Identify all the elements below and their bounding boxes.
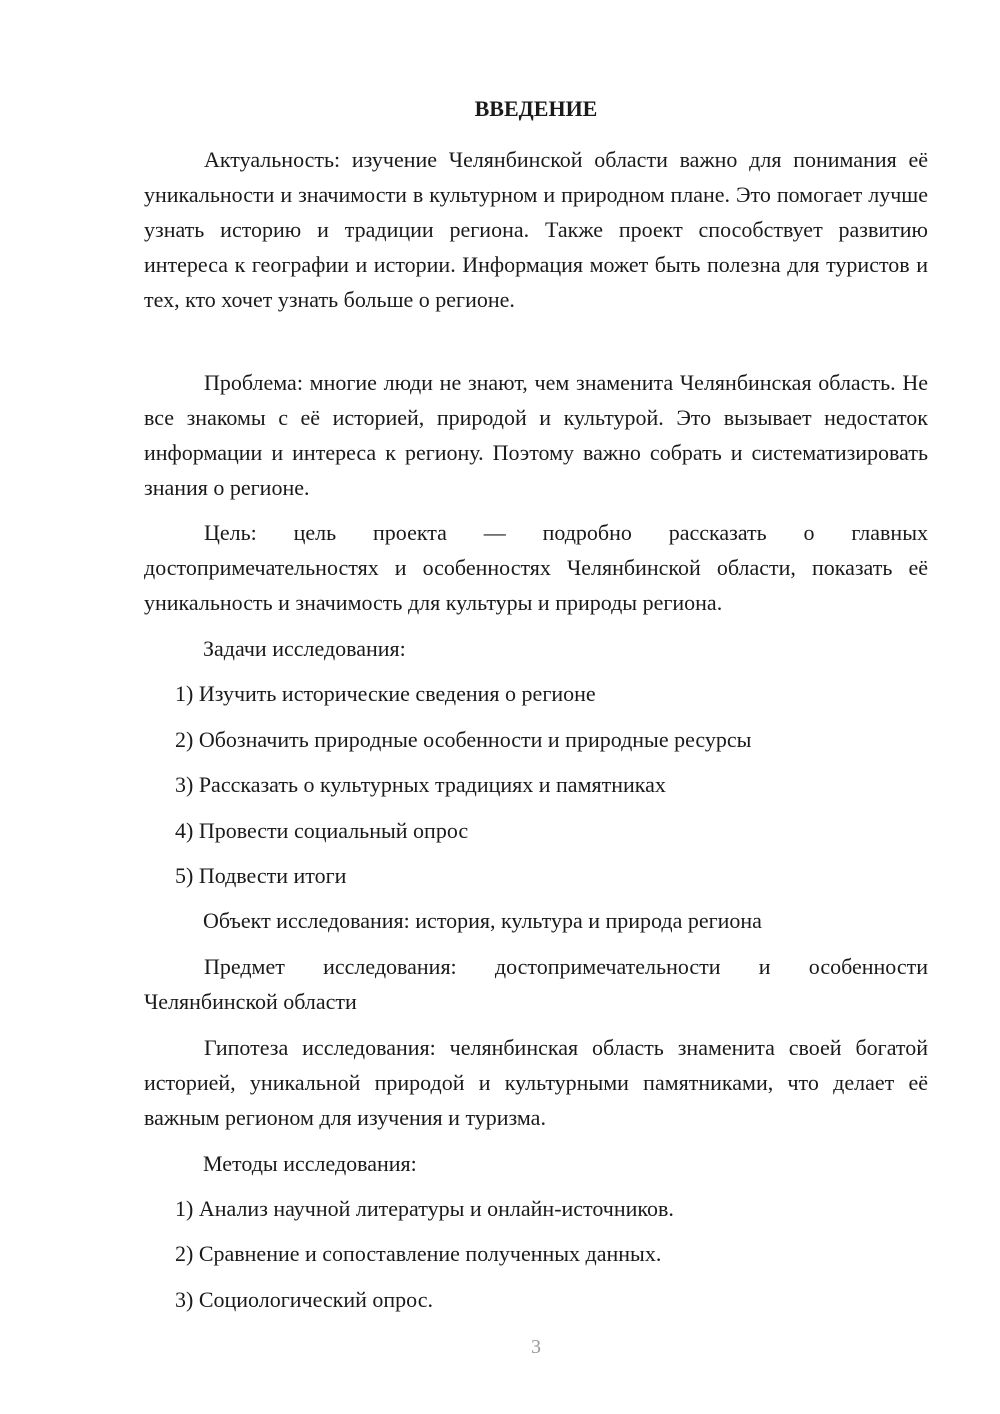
problem-paragraph: Проблема: многие люди не знают, чем знаменита Челянбинская область. Не все знакомы с её историей, природой и культурой. Это вызывает недостаток информации и интереса к региону. Поэтому важно собрать и систематизировать знания о регионе.: [144, 370, 928, 500]
task-item: 1) Изучить исторические сведения о регионе: [175, 681, 596, 706]
task-item: 3) Рассказать о культурных традициях и памятниках: [175, 772, 666, 797]
method-item: 3) Социологический опрос.: [175, 1287, 433, 1312]
goal-paragraph: Цель: цель проекта — подробно рассказать о главных достопримечательностях и особенностях Челянбинской области, показать её уникальность и значимость для культуры и природы региона.: [144, 520, 928, 615]
relevance-paragraph: Актуальность: изучение Челянбинской области важно для понимания её уникальности и значимости в культурном и природном плане. Это помогает лучше узнать историю и традиции региона. Также проект способствует развитию интереса к географии и истории. Информация может быть полезна для туристов и тех, кто хочет узнать больше о регионе.: [144, 147, 928, 312]
task-item: 4) Провести социальный опрос: [175, 818, 469, 843]
methods-heading: Методы исследования:: [203, 1151, 417, 1176]
hypothesis-paragraph: Гипотеза исследования: челянбинская область знаменита своей богатой историей, уникальной природой и культурными памятниками, что делает её важным регионом для изучения и туризма.: [144, 1035, 928, 1130]
task-item: 2) Обозначить природные особенности и природные ресурсы: [175, 727, 752, 752]
object-line: Объект исследования: история, культура и природа региона: [203, 908, 762, 933]
tasks-heading: Задачи исследования:: [203, 636, 406, 661]
page-number: 3: [531, 1336, 541, 1358]
method-item: 1) Анализ научной литературы и онлайн-источников.: [175, 1196, 674, 1221]
subject-paragraph: Предмет исследования: достопримечательности и особенности Челянбинской области: [144, 954, 928, 1014]
section-title: ВВЕДЕНИЕ: [474, 96, 598, 121]
method-item: 2) Сравнение и сопоставление полученных данных.: [175, 1241, 662, 1266]
task-item: 5) Подвести итоги: [175, 863, 347, 888]
